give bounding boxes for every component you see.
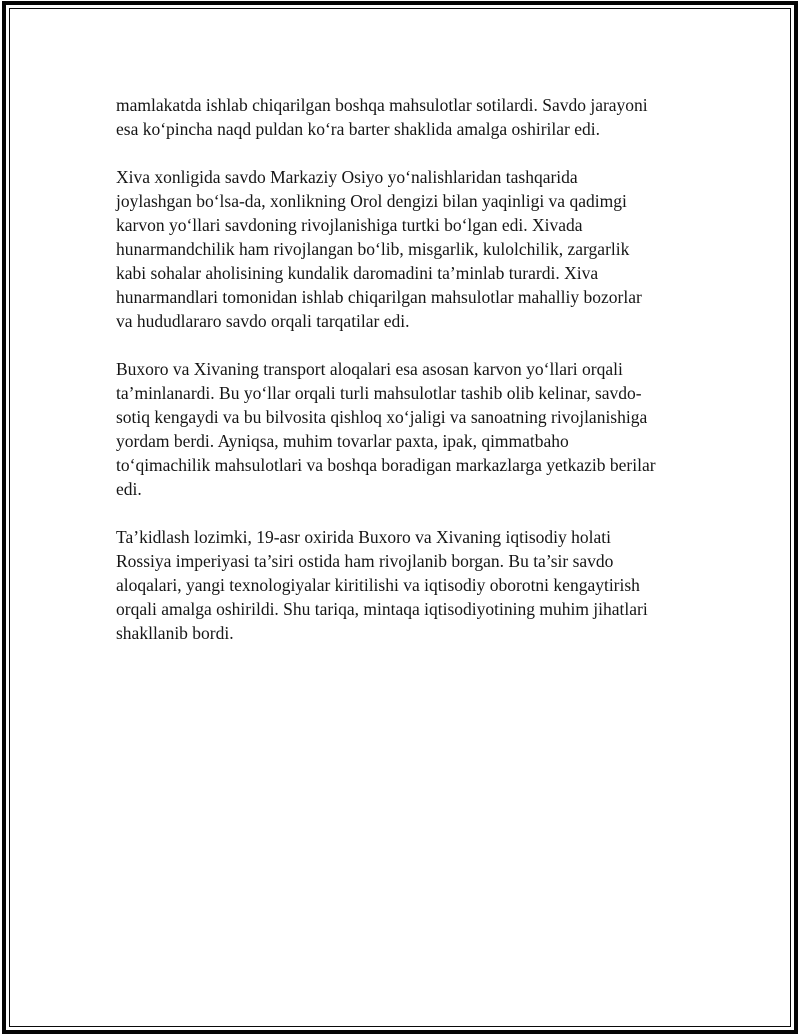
text-line: Xiva xonligida savdo Markaziy Osiyo yo‘nalishlaridan tashqarida (116, 167, 578, 187)
paragraph (116, 357, 691, 501)
text-line: Ta’kidlash lozimki, 19-asr oxirida Buxoro va Xivaning iqtisodiy holati (116, 527, 612, 547)
text-line: esa ko‘pincha naqd puldan ko‘ra barter shaklida amalga oshirilar edi. (116, 119, 600, 139)
text-line: karvon yo‘llari savdoning rivojlanishiga turtki bo‘lgan edi. Xivada (116, 215, 583, 235)
text-line: yordam berdi. Ayniqsa, muhim tovarlar paxta, ipak, qimmatbaho (116, 431, 569, 451)
text-line: hunarmandlari tomonidan ishlab chiqarilgan mahsulotlar mahalliy bozorlar (116, 287, 642, 307)
document-body (116, 93, 691, 669)
text-line: mamlakatda ishlab chiqarilgan boshqa mahsulotlar sotilardi. Savdo jarayoni (116, 95, 648, 115)
text-line: aloqalari, yangi texnologiyalar kiritilishi va iqtisodiy oborotni kengaytirish (116, 575, 640, 595)
text-line: shakllanib bordi. (116, 623, 234, 643)
text-line: to‘qimachilik mahsulotlari va boshqa boradigan markazlarga yetkazib berilar (116, 455, 656, 475)
paragraph (116, 93, 691, 141)
paragraph (116, 525, 691, 645)
text-line: hunarmandchilik ham rivojlangan bo‘lib, misgarlik, kulolchilik, zargarlik (116, 239, 630, 259)
text-line: va hududlararo savdo orqali tarqatilar edi. (116, 311, 410, 331)
text-line: orqali amalga oshirildi. Shu tariqa, mintaqa iqtisodiyotining muhim jihatlari (116, 599, 648, 619)
text-line: Rossiya imperiyasi ta’siri ostida ham rivojlanib borgan. Bu ta’sir savdo (116, 551, 614, 571)
text-line: Buxoro va Xivaning transport aloqalari esa asosan karvon yo‘llari orqali (116, 359, 623, 379)
text-line: sotiq kengaydi va bu bilvosita qishloq xo‘jaligi va sanoatning rivojlanishiga (116, 407, 648, 427)
text-line: joylashgan bo‘lsa-da, xonlikning Orol dengizi bilan yaqinligi va qadimgi (116, 191, 627, 211)
paragraph (116, 165, 691, 333)
text-line: ta’minlanardi. Bu yo‘llar orqali turli mahsulotlar tashib olib kelinar, savdo- (116, 383, 642, 403)
text-line: kabi sohalar aholisining kundalik daromadini ta’minlab turardi. Xiva (116, 263, 599, 283)
text-line: edi. (116, 479, 142, 499)
